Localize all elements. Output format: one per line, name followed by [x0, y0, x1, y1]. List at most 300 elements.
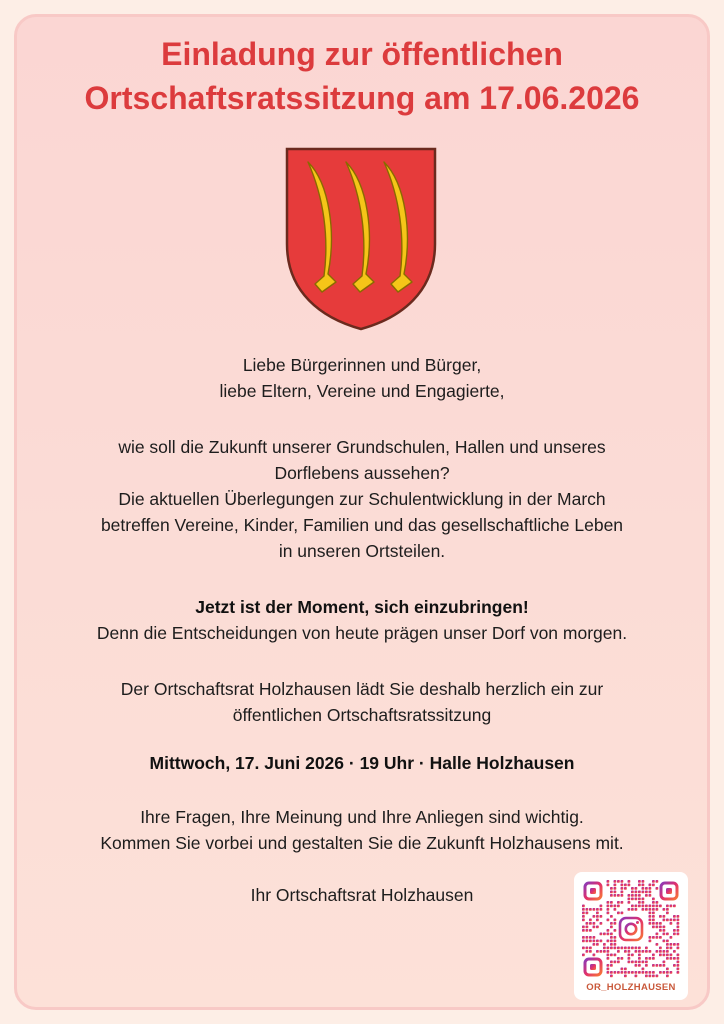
instagram-handle: OR_HOLZHAUSEN — [586, 982, 676, 993]
qr-module — [659, 915, 662, 918]
call-to-action-heading: Jetzt ist der Moment, sich einzubringen! — [195, 597, 529, 617]
qr-module — [642, 908, 645, 911]
qr-module — [614, 971, 617, 974]
qr-module — [596, 915, 599, 918]
qr-module — [638, 964, 641, 967]
qr-module — [586, 908, 589, 911]
qr-module — [628, 950, 631, 953]
qr-module — [666, 975, 669, 978]
qr-module — [649, 891, 652, 894]
qr-module — [596, 943, 599, 946]
qr-module — [631, 971, 634, 974]
qr-module — [596, 950, 599, 953]
qr-module — [593, 922, 596, 925]
qr-module — [663, 908, 666, 911]
qr-module — [582, 954, 585, 957]
qr-module — [610, 891, 613, 894]
qr-module — [628, 908, 631, 911]
qr-module — [666, 957, 669, 960]
qr-module — [614, 936, 617, 939]
qr-module — [649, 940, 652, 943]
qr-module — [586, 926, 589, 929]
instagram-qr-code[interactable] — [574, 872, 688, 1000]
qr-module — [624, 950, 627, 953]
qr-module — [645, 905, 648, 908]
qr-module — [628, 971, 631, 974]
qr-module — [596, 940, 599, 943]
qr-module — [666, 950, 669, 953]
qr-module — [677, 954, 680, 957]
qr-module — [589, 947, 592, 950]
qr-module — [607, 950, 610, 953]
qr-module — [642, 971, 645, 974]
qr-module — [659, 929, 662, 932]
qr-module — [659, 936, 662, 939]
qr-module — [621, 891, 624, 894]
qr-module — [624, 947, 627, 950]
qr-module — [610, 964, 613, 967]
qr-module — [603, 950, 606, 953]
qr-module — [677, 957, 680, 960]
qr-module — [600, 940, 603, 943]
qr-module — [603, 947, 606, 950]
qr-module — [635, 961, 638, 964]
qr-module — [586, 929, 589, 932]
qr-module — [593, 936, 596, 939]
qr-module — [652, 971, 655, 974]
qr-module — [652, 884, 655, 887]
qr-module — [607, 908, 610, 911]
qr-module — [586, 936, 589, 939]
qr-module — [642, 905, 645, 908]
qr-module — [582, 915, 585, 918]
qr-module — [624, 968, 627, 971]
qr-module — [614, 954, 617, 957]
qr-module — [607, 905, 610, 908]
qr-module — [617, 894, 620, 897]
qr-module — [610, 887, 613, 890]
qr-module — [589, 940, 592, 943]
qr-module — [638, 950, 641, 953]
qr-module — [659, 950, 662, 953]
qr-module — [656, 950, 659, 953]
qr-module — [607, 964, 610, 967]
qr-module — [673, 943, 676, 946]
qr-module — [673, 915, 676, 918]
qr-module — [677, 933, 680, 936]
qr-module — [631, 961, 634, 964]
qr-module — [656, 975, 659, 978]
qr-module — [663, 919, 666, 922]
qr-module — [582, 926, 585, 929]
qr-module — [649, 915, 652, 918]
qr-module — [593, 926, 596, 929]
qr-module — [677, 919, 680, 922]
qr-module — [652, 908, 655, 911]
qr-module — [600, 922, 603, 925]
title-line-2: Ortschaftsratssitzung am 17.06.2026 — [84, 80, 640, 116]
qr-module — [607, 971, 610, 974]
qr-module — [635, 905, 638, 908]
qr-module — [666, 940, 669, 943]
qr-module — [614, 908, 617, 911]
qr-module — [582, 905, 585, 908]
qr-module — [652, 905, 655, 908]
qr-module — [589, 922, 592, 925]
qr-module — [656, 936, 659, 939]
qr-module — [635, 947, 638, 950]
qr-module — [670, 922, 673, 925]
qr-module — [666, 943, 669, 946]
coat-of-arms-icon — [284, 146, 438, 332]
qr-module — [621, 968, 624, 971]
qr-module — [638, 961, 641, 964]
qr-module — [631, 954, 634, 957]
qr-module — [638, 894, 641, 897]
qr-module — [656, 926, 659, 929]
qr-module — [614, 929, 617, 932]
qr-module — [652, 975, 655, 978]
qr-module — [617, 880, 620, 883]
qr-module — [666, 905, 669, 908]
qr-module — [677, 971, 680, 974]
qr-module — [628, 901, 631, 904]
qr-module — [656, 943, 659, 946]
qr-module — [589, 919, 592, 922]
qr-module — [666, 912, 669, 915]
qr-module — [649, 894, 652, 897]
qr-module — [621, 894, 624, 897]
qr-module — [607, 884, 610, 887]
qr-module — [645, 947, 648, 950]
qr-module — [617, 961, 620, 964]
qr-module — [631, 898, 634, 901]
qr-module — [642, 950, 645, 953]
qr-module — [673, 919, 676, 922]
qr-module — [582, 936, 585, 939]
qr-module — [621, 880, 624, 883]
qr-module — [645, 961, 648, 964]
qr-module — [638, 901, 641, 904]
qr-module — [628, 957, 631, 960]
qr-module — [652, 901, 655, 904]
qr-module — [631, 891, 634, 894]
qr-module — [656, 887, 659, 890]
qr-module — [656, 905, 659, 908]
qr-module — [621, 912, 624, 915]
qr-module — [659, 971, 662, 974]
qr-module — [670, 971, 673, 974]
qr-module — [638, 898, 641, 901]
qr-module — [649, 908, 652, 911]
signature: Ihr Ortschaftsrat Holzhausen — [250, 885, 474, 905]
qr-module — [621, 901, 624, 904]
qr-module — [607, 919, 610, 922]
qr-module — [642, 887, 645, 890]
qr-module — [596, 919, 599, 922]
qr-module — [649, 936, 652, 939]
qr-module — [624, 975, 627, 978]
event-details: Mittwoch, 17. Juni 2026 · 19 Uhr · Halle Holzhausen — [149, 753, 575, 773]
qr-module — [631, 905, 634, 908]
qr-module — [635, 964, 638, 967]
qr-module — [624, 884, 627, 887]
qr-module — [666, 954, 669, 957]
intro-paragraph: wie soll die Zukunft unserer Grundschulen, Hallen und unseres Dorflebens aussehen? Die aktuellen Überlegungen zur Schulentwicklung in der March betreffen Vereine, Kinder, Familien und das gesellschaftliche Leben in unseren Ortsteilen. — [100, 437, 624, 561]
qr-module — [631, 947, 634, 950]
qr-module — [673, 950, 676, 953]
qr-module — [677, 964, 680, 967]
qr-module — [628, 954, 631, 957]
qr-module — [610, 940, 613, 943]
qr-module — [677, 943, 680, 946]
qr-module — [593, 940, 596, 943]
qr-module — [614, 887, 617, 890]
qr-module — [607, 957, 610, 960]
qr-module — [596, 912, 599, 915]
qr-module — [617, 905, 620, 908]
qr-module — [586, 940, 589, 943]
qr-module — [652, 915, 655, 918]
qr-module — [614, 880, 617, 883]
qr-module — [614, 947, 617, 950]
qr-module — [624, 887, 627, 890]
qr-module — [642, 880, 645, 883]
qr-module — [656, 964, 659, 967]
qr-module — [610, 961, 613, 964]
qr-module — [645, 950, 648, 953]
qr-module — [582, 912, 585, 915]
qr-module — [649, 884, 652, 887]
qr-module — [663, 915, 666, 918]
qr-module — [645, 891, 648, 894]
qr-module — [642, 961, 645, 964]
qr-module — [638, 947, 641, 950]
qr-module — [649, 912, 652, 915]
qr-module — [652, 898, 655, 901]
qr-module — [610, 971, 613, 974]
qr-module — [628, 880, 631, 883]
qr-module — [649, 887, 652, 890]
qr-module — [670, 947, 673, 950]
qr-module — [610, 943, 613, 946]
page-title — [0, 32, 724, 120]
qr-module — [656, 922, 659, 925]
qr-module — [663, 950, 666, 953]
qr-module — [649, 922, 652, 925]
qr-module — [666, 908, 669, 911]
qr-module — [607, 968, 610, 971]
qr-module — [663, 933, 666, 936]
qr-module — [652, 926, 655, 929]
qr-module — [635, 891, 638, 894]
qr-module — [610, 915, 613, 918]
qr-module — [607, 912, 610, 915]
qr-module — [663, 964, 666, 967]
qr-module — [659, 947, 662, 950]
qr-module — [652, 912, 655, 915]
qr-module — [649, 971, 652, 974]
qr-module — [652, 919, 655, 922]
qr-module — [649, 957, 652, 960]
qr-module — [659, 954, 662, 957]
qr-code-icon — [582, 880, 680, 978]
qr-module — [645, 894, 648, 897]
qr-module — [642, 901, 645, 904]
qr-module — [607, 929, 610, 932]
qr-module — [593, 915, 596, 918]
qr-module — [614, 940, 617, 943]
qr-module — [596, 908, 599, 911]
qr-module — [596, 926, 599, 929]
qr-module — [649, 919, 652, 922]
qr-module — [600, 908, 603, 911]
qr-module — [635, 971, 638, 974]
qr-module — [610, 947, 613, 950]
qr-module — [677, 961, 680, 964]
qr-module — [621, 884, 624, 887]
qr-module — [656, 933, 659, 936]
qr-module — [589, 908, 592, 911]
qr-module — [642, 884, 645, 887]
qr-module — [677, 926, 680, 929]
qr-module — [663, 926, 666, 929]
qr-module — [617, 947, 620, 950]
qr-module — [589, 950, 592, 953]
qr-module — [610, 936, 613, 939]
qr-module — [631, 894, 634, 897]
qr-module — [635, 908, 638, 911]
qr-module — [610, 933, 613, 936]
qr-module — [656, 908, 659, 911]
closing-paragraph: Ihre Fragen, Ihre Meinung und Ihre Anliegen sind wichtig. Kommen Sie vorbei und gestalten Sie die Zukunft Holzhausens mit. — [100, 807, 624, 853]
qr-module — [649, 950, 652, 953]
qr-module — [677, 915, 680, 918]
qr-module — [677, 968, 680, 971]
qr-module — [645, 887, 648, 890]
qr-module — [638, 891, 641, 894]
qr-module — [614, 884, 617, 887]
qr-module — [638, 971, 641, 974]
qr-module — [663, 954, 666, 957]
qr-module — [628, 898, 631, 901]
qr-module — [631, 908, 634, 911]
qr-module — [610, 894, 613, 897]
qr-module — [600, 933, 603, 936]
qr-module — [621, 947, 624, 950]
qr-module — [614, 919, 617, 922]
qr-module — [666, 919, 669, 922]
qr-module — [677, 947, 680, 950]
qr-module — [638, 880, 641, 883]
qr-module — [586, 947, 589, 950]
qr-module — [645, 975, 648, 978]
qr-module — [610, 905, 613, 908]
qr-module — [645, 964, 648, 967]
qr-module — [635, 950, 638, 953]
qr-module — [628, 894, 631, 897]
qr-module — [582, 908, 585, 911]
qr-module — [659, 905, 662, 908]
qr-module — [652, 880, 655, 883]
qr-module — [614, 961, 617, 964]
qr-module — [614, 894, 617, 897]
qr-module — [652, 936, 655, 939]
qr-module — [607, 940, 610, 943]
qr-module — [638, 957, 641, 960]
call-to-action: Jetzt ist der Moment, sich einzubringen! Denn die Entscheidungen von heute prägen unser Dorf von morgen. — [96, 597, 628, 643]
qr-module — [607, 947, 610, 950]
qr-module — [652, 964, 655, 967]
qr-module — [666, 971, 669, 974]
qr-module — [670, 957, 673, 960]
qr-module — [586, 922, 589, 925]
qr-module — [589, 929, 592, 932]
qr-module — [659, 926, 662, 929]
qr-module — [614, 905, 617, 908]
qr-module — [582, 940, 585, 943]
qr-module — [617, 971, 620, 974]
qr-module — [673, 957, 676, 960]
qr-module — [659, 964, 662, 967]
qr-module — [607, 901, 610, 904]
qr-module — [642, 968, 645, 971]
qr-module — [617, 901, 620, 904]
qr-module — [624, 971, 627, 974]
qr-module — [621, 957, 624, 960]
qr-module — [600, 915, 603, 918]
qr-module — [600, 905, 603, 908]
qr-module — [666, 947, 669, 950]
qr-module — [638, 884, 641, 887]
qr-module — [670, 936, 673, 939]
qr-module — [593, 943, 596, 946]
qr-module — [628, 947, 631, 950]
qr-module — [677, 922, 680, 925]
qr-module — [603, 943, 606, 946]
qr-module — [652, 954, 655, 957]
qr-module — [600, 950, 603, 953]
qr-module — [645, 971, 648, 974]
qr-module — [656, 901, 659, 904]
qr-module — [621, 971, 624, 974]
qr-module — [635, 898, 638, 901]
greeting: Liebe Bürgerinnen und Bürger, liebe Eltern, Vereine und Engagierte, — [219, 355, 505, 401]
qr-module — [673, 929, 676, 932]
qr-module — [649, 905, 652, 908]
qr-module — [652, 922, 655, 925]
qr-module — [610, 975, 613, 978]
qr-module — [610, 901, 613, 904]
qr-module — [621, 887, 624, 890]
qr-module — [593, 908, 596, 911]
qr-module — [638, 905, 641, 908]
qr-module — [586, 912, 589, 915]
qr-module — [677, 929, 680, 932]
qr-module — [663, 961, 666, 964]
qr-module — [610, 954, 613, 957]
qr-module — [663, 929, 666, 932]
qr-module — [635, 887, 638, 890]
qr-module — [673, 964, 676, 967]
qr-module — [642, 891, 645, 894]
qr-module — [673, 905, 676, 908]
qr-module — [663, 940, 666, 943]
qr-module — [649, 975, 652, 978]
qr-module — [614, 891, 617, 894]
qr-module — [670, 905, 673, 908]
qr-module — [635, 894, 638, 897]
